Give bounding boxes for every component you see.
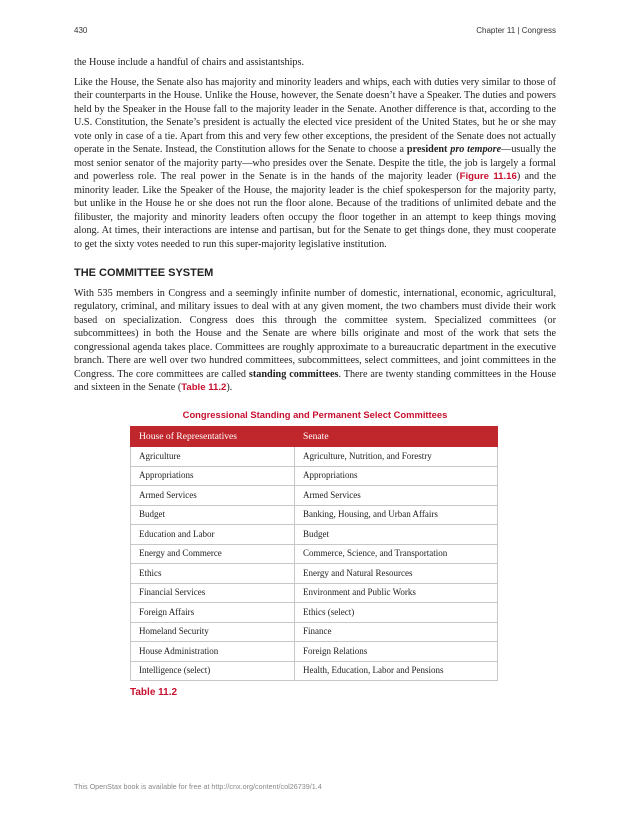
table-row	[131, 486, 498, 506]
table-row	[131, 505, 498, 525]
chapter-header: Chapter 11 | Congress	[476, 26, 556, 35]
house-committee-cell: Financial Services	[131, 583, 295, 603]
house-committee-cell: Agriculture	[131, 447, 295, 467]
house-committee-cell: Education and Labor	[131, 525, 295, 545]
table-row	[131, 564, 498, 584]
senate-committee-cell: Ethics (select)	[295, 603, 498, 623]
table-caption: Table 11.2	[130, 687, 178, 698]
table-row	[131, 525, 498, 545]
figure-link[interactable]: Figure 11.16	[459, 171, 517, 182]
house-committee-cell: Energy and Commerce	[131, 544, 295, 564]
page-footer: This OpenStax book is available for free at http://cnx.org/content/col26739/1.4	[74, 782, 322, 791]
senate-committee-cell: Agriculture, Nutrition, and Forestry	[295, 447, 498, 467]
committees-table	[130, 426, 498, 681]
house-committee-cell: Ethics	[131, 564, 295, 584]
table-title: Congressional Standing and Permanent Select Committees	[182, 408, 448, 420]
paragraph-text: With 535 members in Congress and a seemingly infinite number of domestic, international, economic, agricultural, regulatory, criminal, and military issues to deal with at any given moment, the two chambers must divide their work based on specialization. Congress does this through the committee system. Specialized committees (or subcommittees) in both the House and the Senate are where bills originate and most of the work that sets the congressional agenda takes place. Committees are roughly approximate to a bureaucratic department in the executive branch. There are well over two hundred committees, subcommittees, select committees, and joint committees in the Congress. The core committees are called	[74, 287, 556, 380]
paragraph-text: ).	[226, 382, 233, 393]
house-committee-cell: Foreign Affairs	[131, 603, 295, 623]
paragraph-continuation: the House include a handful of chairs and assistantships.	[74, 57, 305, 68]
senate-committee-cell: Foreign Relations	[295, 642, 498, 662]
senate-committee-cell: Appropriations	[295, 466, 498, 486]
table-row	[131, 661, 498, 681]
paragraph-text: —usually the most senior senator of the majority party—who presides over the Senate. Despite the title, the job is largely a formal and powerless role. The real power in the Senate is in the hands of the majority leader (	[74, 144, 557, 182]
house-committee-cell: Budget	[131, 505, 295, 525]
table-header-row	[131, 427, 498, 447]
house-committee-cell: Appropriations	[131, 466, 295, 486]
table-row	[131, 544, 498, 564]
senate-committee-cell: Budget	[295, 525, 498, 545]
key-term-pro-tempore: pro tempore	[450, 144, 502, 155]
senate-committee-cell: Health, Education, Labor and Pensions	[295, 661, 498, 681]
senate-committee-cell: Armed Services	[295, 486, 498, 506]
paragraph-senate-leadership	[74, 76, 556, 252]
senate-committee-cell: Finance	[295, 622, 498, 642]
paragraph-text: . There are twenty standing committees in the House and sixteen in the Senate (	[74, 368, 556, 393]
table-row	[131, 642, 498, 662]
paragraph-text: Like the House, the Senate also has majority and minority leaders and whips, each with duties very similar to those of their counterparts in the House. Unlike the House, however, the Senate doesn’t have a Speaker. The duties and powers held by the Speaker in the House fall to the majority leader in the Senate. Another difference is that, according to the U.S. Constitution, the Senate’s president is actually the elected vice president of the United States, but he or she may vote only in case of a tie. Apart from this and very few other exceptions, the president of the Senate does not actually operate in the Senate. Instead, the Constitution allows for the Senate to choose a	[74, 76, 556, 155]
table-row	[131, 583, 498, 603]
table-link[interactable]: Table 11.2	[181, 382, 227, 393]
table-row	[131, 622, 498, 642]
section-heading: THE COMMITTEE SYSTEM	[74, 267, 214, 279]
table-row	[131, 466, 498, 486]
table-row	[131, 603, 498, 623]
house-committee-cell: Intelligence (select)	[131, 661, 295, 681]
senate-committee-cell: Commerce, Science, and Transportation	[295, 544, 498, 564]
column-header-senate: Senate	[295, 427, 498, 447]
page-content	[74, 56, 556, 700]
paragraph-committee-system	[74, 287, 556, 395]
key-term-standing-committees: standing committees	[248, 368, 339, 380]
house-committee-cell: Armed Services	[131, 486, 295, 506]
senate-committee-cell: Energy and Natural Resources	[295, 564, 498, 584]
key-term-president: president	[406, 144, 451, 155]
house-committee-cell: Homeland Security	[131, 622, 295, 642]
table-row	[131, 447, 498, 467]
senate-committee-cell: Environment and Public Works	[295, 583, 498, 603]
paragraph-text: ) and the minority leader. Like the Speaker of the House, the majority leader is the chief spokesperson for the majority party, but unlike in the House he or she does not run the floor alone. Because of the traditions of unlimited debate and the filibuster, the majority and minority leaders often occupy the floor together in an attempt to keep things moving along. At times, their interactions are intense and partisan, but for the Senate to get things done, they must cooperate to get the sixty votes needed to run this super-majority legislative institution.	[74, 171, 556, 250]
senate-committee-cell: Banking, Housing, and Urban Affairs	[295, 505, 498, 525]
column-header-house: House of Representatives	[131, 427, 295, 447]
house-committee-cell: House Administration	[131, 642, 295, 662]
page-number: 430	[74, 26, 88, 35]
